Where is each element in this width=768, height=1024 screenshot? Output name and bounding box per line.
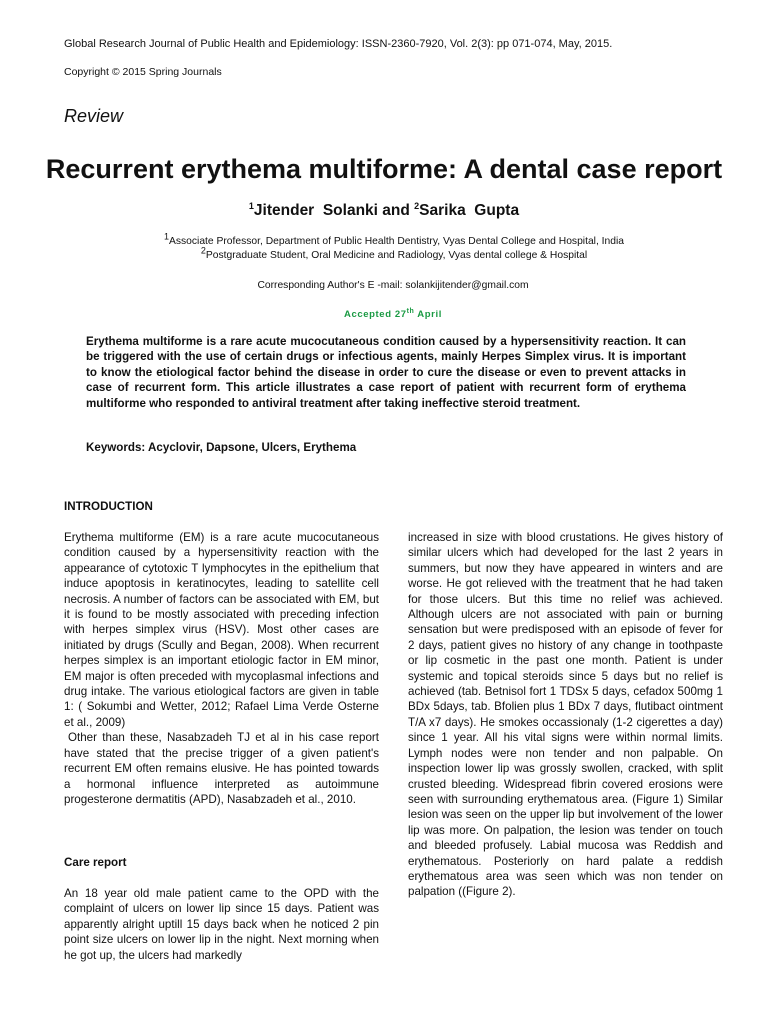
introduction-paragraph-2: Other than these, Nasabzadeh TJ et al in his case report have stated that the precise trigger of a given patient's recurrent EM often remains elusive. He has pointed towards a hormonal influence interpreted as autoimmune progesterone dermatitis (APD), Nasabzadeh et al., 2010. bbox=[64, 731, 379, 806]
copyright-notice: Copyright © 2015 Spring Journals bbox=[64, 66, 222, 78]
affiliation-1 bbox=[0, 231, 768, 247]
affiliation-2-text: Postgraduate Student, Oral Medicine and Radiology, Vyas dental college & Hospital bbox=[205, 250, 588, 261]
accepted-sup: th bbox=[406, 307, 415, 315]
right-column-paragraph: increased in size with blood crustations. He gives history of similar ulcers which had developed for the last 2 years in summers, but now they have appeared in winters and are worse. He got relieved with the treatment that he had taken for those ulcers. But this time no relief was achieved. Although ulcers are not associated with pain or burning sensation but were predisposed with an episode of fever for 2 days, patient gives no history of any change in toothpaste or lip cosmetic in the past one month. Patient is under systemic and topical steroids since 5 days but no relief is achieved (tab. Betnisol fort 1 TDSx 5 days, cefadox 500mg 1 BDx 5days, tab. Bfolien plus 1 BDx 7 days, flutibact ointment T/A x7 days). He smokes occassionaly (1-2 cigerettes a day) since 1 year. All his vital signs were within normal limits. Lymph nodes were non tender and non palpable. On inspection lower lip was grossly swollen, cracked, with split crusted bleeding. Widespread fibrin covered erosions were seen with surrounding erythematous area. (Figure 1) Similar lesion was seen on the upper lip but involvement of the lower lip was more. On palpation, the lesion was tender on touch and bleeded profusely. Labial mucosa was Reddish and erythematous. Posteriorly on hard palate a reddish erythematous area was seen which was non tender on palpation ((Figure 2). bbox=[408, 531, 723, 899]
introduction-body bbox=[64, 530, 379, 807]
article-title: Recurrent erythema multiforme: A dental case report bbox=[45, 154, 723, 184]
author-1-name: Jitender Solanki and bbox=[253, 202, 415, 219]
care-report-body bbox=[64, 886, 379, 963]
right-column-body bbox=[408, 530, 723, 900]
author-2-name: Sarika Gupta bbox=[419, 202, 520, 219]
journal-citation: Global Research Journal of Public Health and Epidemiology: ISSN-2360-7920, Vol. 2(3): pp 071-074, May, 2015. bbox=[64, 38, 613, 50]
corresponding-label: Corresponding Author's E -mail bbox=[257, 280, 400, 291]
affiliation-2 bbox=[0, 245, 768, 261]
affiliation-2-sup: 2 bbox=[200, 245, 206, 256]
introduction-paragraph-1: Erythema multiforme (EM) is a rare acute mucocutaneous condition caused by a hypersensitivity reaction with the appearance of cytotoxic T lymphocytes in the epithelium that induce apoptosis in keratinocytes, leading to satellite cell necrosis. A number of factors can be associated with EM, but it is found to be mostly associated with preceding infection with herpes simplex virus (HSV). Most other cases are initiated by drugs (Scully and Began, 2008). When recurrent herpes simplex is an important etiologic factor in EM minor, EM major is often preceded with mycoplasmal infections and drug intake. The various etiological factors are given in table 1: ( Sokumbi and Wetter, 2012; Rafael Lima Verde Osterne et al., 2009) bbox=[64, 531, 379, 729]
corresponding-email-line: Corresponding Author's E -mail: solankijitender@gmail.com bbox=[257, 280, 529, 291]
accepted-prefix: Accepted 27 bbox=[344, 309, 407, 320]
author-1-sup: 1 bbox=[248, 200, 254, 211]
article-type: Review bbox=[64, 106, 124, 126]
corresponding-email[interactable]: solankijitender@gmail.com bbox=[405, 280, 529, 291]
care-report-paragraph: An 18 year old male patient came to the OPD with the complaint of ulcers on lower lip since 15 days. Patient was apparently alright uptill 15 days back when he noticed 2 pin point size ulcers on lower lip in the night. Next morning when he got up, the ulcers had markedly bbox=[64, 887, 379, 962]
accepted-date bbox=[0, 309, 768, 320]
author-2-sup: 2 bbox=[414, 200, 420, 211]
introduction-heading: INTRODUCTION bbox=[64, 500, 153, 513]
care-report-heading: Care report bbox=[64, 856, 127, 869]
accepted-suffix: April bbox=[414, 309, 442, 320]
affiliation-1-sup: 1 bbox=[163, 231, 169, 242]
author-list bbox=[0, 202, 768, 220]
affiliation-1-text: Associate Professor, Department of Public Health Dentistry, Vyas Dental College and Hospital, India bbox=[169, 236, 625, 247]
abstract: Erythema multiforme is a rare acute mucocutaneous condition caused by a hypersensitivity reaction. It can be triggered with the use of certain drugs or infectious agents, mainly Herpes Simplex virus. It is important to know the etiological factor behind the disease in order to cure the disease or even to prevent attacks in case of recurrent form. This article illustrates a case report of patient with recurrent form of erythema multiforme who responded to antiviral treatment after taking ineffective steroid treatment. bbox=[86, 335, 686, 410]
keywords: Keywords: Acyclovir, Dapsone, Ulcers, Erythema bbox=[86, 441, 357, 454]
